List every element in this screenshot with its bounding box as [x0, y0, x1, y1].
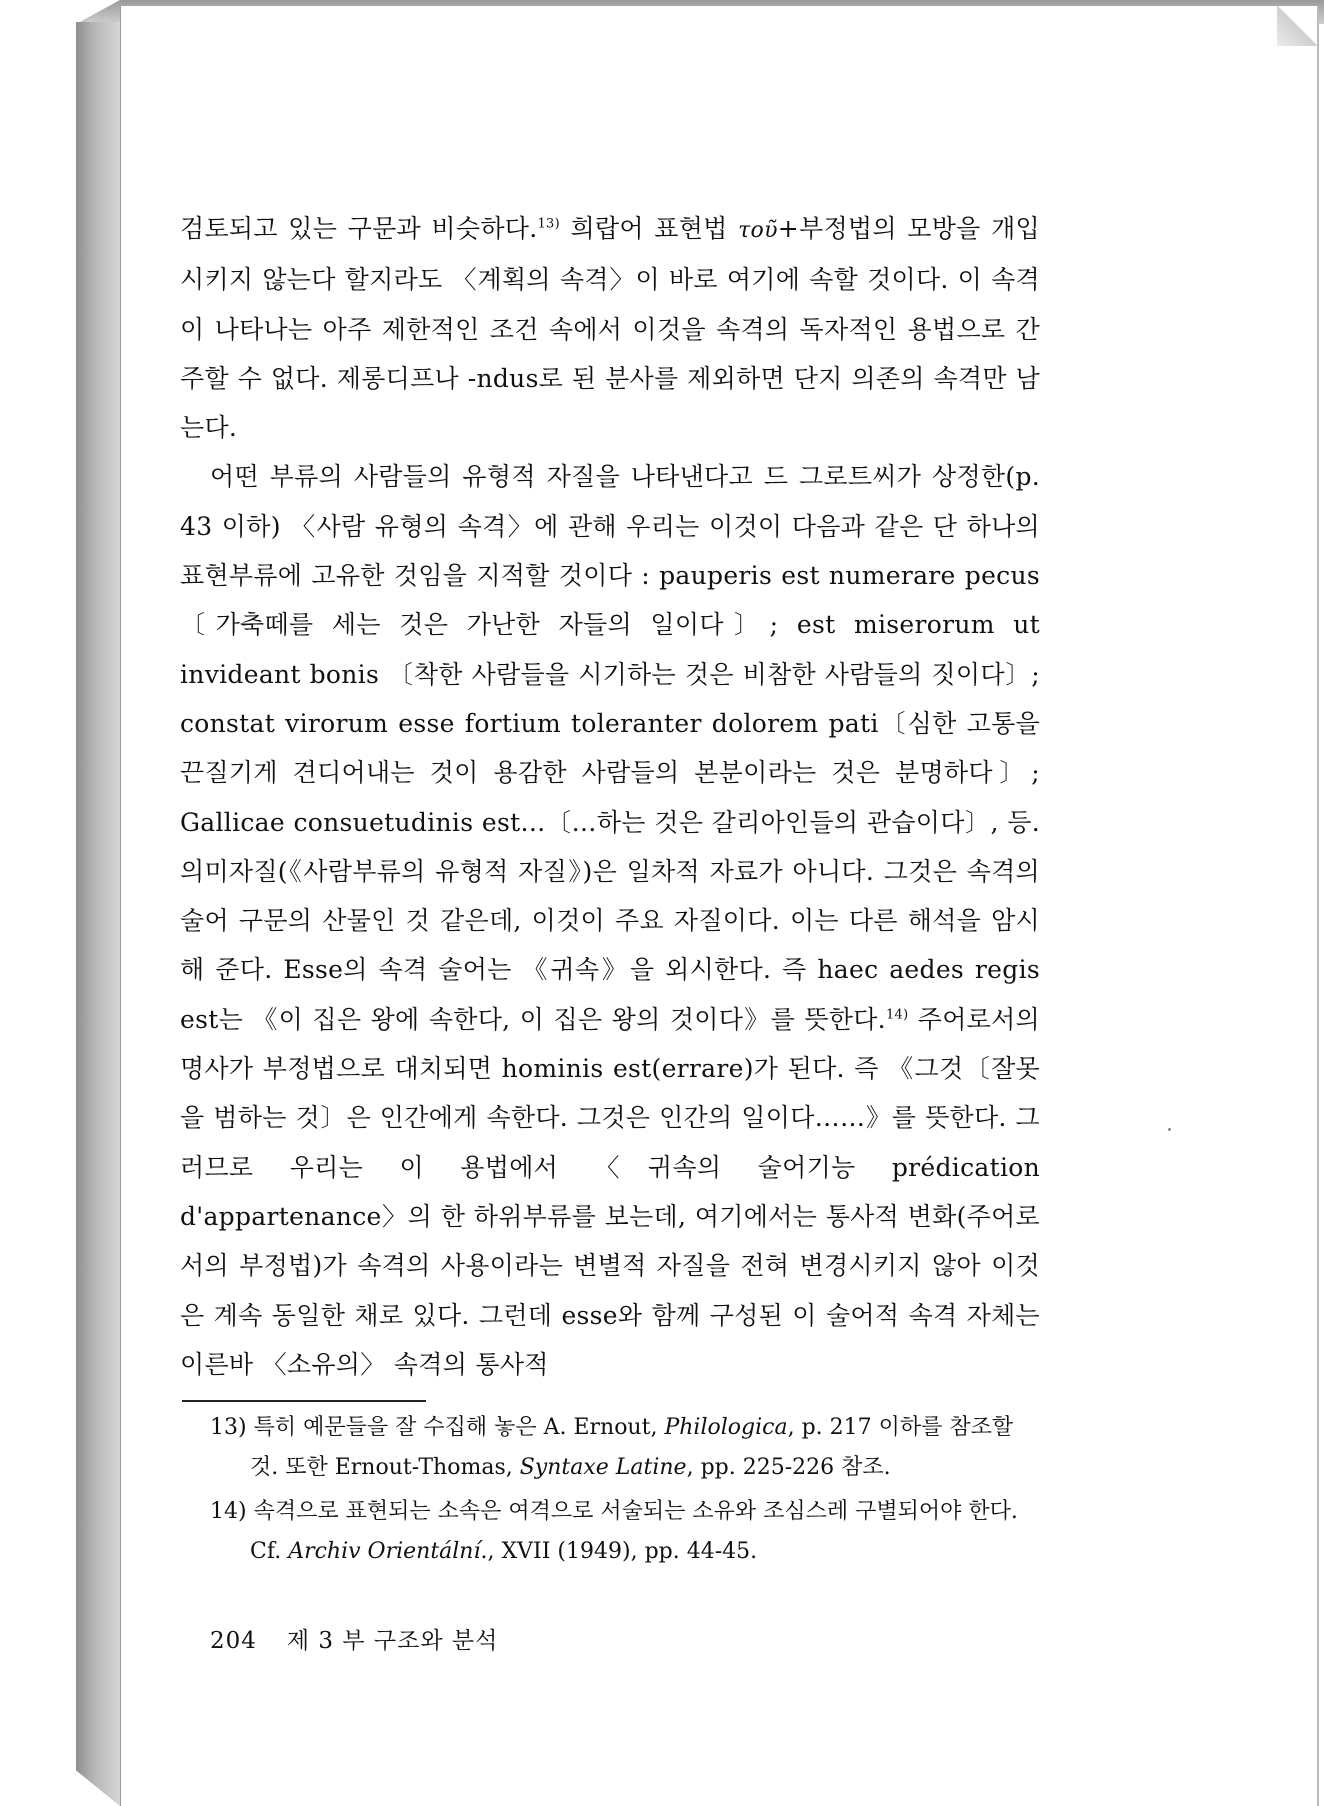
- book-spine-edge: [76, 22, 120, 1806]
- footnote-14: [210, 1492, 1038, 1572]
- footnote-13: [210, 1408, 1038, 1488]
- footnote-ref-13[interactable]: 13): [537, 216, 560, 232]
- footnote-13-title-2: Syntaxe Latine: [519, 1455, 687, 1480]
- p2-text-b: 주어로서의 명사가 부정법으로 대치되면 hominis est(errare)가 된다. 즉 《그것〔잘못을 범하는 것〕은 인간에게 속한다. 그것은 인간의 일이다……》를 뜻한다. 그러므로 우리는 이 용법에서 〈귀속의 술어기능 prédication d'appartenance〉의 한 하위부류를 보는데, 여기에서는 통사적 변화(주어로서의 부정법)가 속격의 사용이라는 변별적 자질을 전혀 변경시키지 않아 이것은 계속 동일한 채로 있다. 그런데 esse와 함께 구성된 이 술어적 속격 자체는 이른바 〈소유의〉 속격의 통사적: [180, 1004, 1040, 1379]
- footnote-ref-14[interactable]: 14): [885, 1007, 909, 1023]
- body-text: [180, 204, 1040, 1389]
- greek-word: τοῦ: [738, 218, 778, 243]
- running-footer: [210, 1622, 498, 1655]
- p1-text-b: 희랍어 표현법: [560, 214, 739, 243]
- footnote-divider: [182, 1400, 426, 1402]
- footnotes: [210, 1408, 1038, 1576]
- footnote-13-text-b: , p. 217 이하를 참조할 것. 또한 Ernout-Thomas,: [250, 1415, 1014, 1480]
- footnote-13-text-c: , pp. 225-226 참조.: [686, 1455, 891, 1480]
- footnote-14-text-a: 속격으로 표현되는 소속은 여격으로 서술되는 소유와 조심스레 구별되어야 한다. Cf.: [250, 1499, 1018, 1564]
- page-number: 204: [210, 1628, 257, 1654]
- p1-text-a: 검토되고 있는 구문과 비슷하다.: [180, 214, 538, 243]
- section-title: 제 3 부 구조와 분석: [286, 1628, 499, 1654]
- paragraph-2: [180, 452, 1040, 1389]
- paragraph-1: [180, 204, 1040, 452]
- footnote-14-text-b: , XVII (1949), pp. 44-45.: [487, 1539, 758, 1564]
- footnote-13-text-a: 특히 예문들을 잘 수집해 놓은 A. Ernout,: [253, 1415, 665, 1440]
- footnote-13-title-1: Philologica: [664, 1415, 788, 1440]
- footnote-13-number: 13): [210, 1415, 254, 1440]
- p1-text-c: +부정법의 모방을 개입시키지 않는다 할지라도 〈계획의 속격〉이 바로 여기에 속할 것이다. 이 속격이 나타나는 아주 제한적인 조건 속에서 이것을 속격의 독자적인 용법으로 간주할 수 없다. 제롱디프나 -ndus로 된 분사를 제외하면 단지 의존의 속격만 남는다.: [180, 214, 1040, 443]
- p2-text-a: 어떤 부류의 사람들의 유형적 자질을 나타낸다고 드 그로트씨가 상정한(p. 43 이하) 〈사람 유형의 속격〉에 관해 우리는 이것이 다음과 같은 단 하나의 표현부류에 고유한 것임을 지적할 것이다 : pauperis est numerare pecus 〔가축떼를 세는 것은 가난한 자들의 일이다〕; est miserorum ut invideant bonis 〔착한 사람들을 시기하는 것은 비참한 사람들의 짓이다〕; constat virorum esse fortium toleranter dolorem pati〔심한 고통을 끈질기게 견디어내는 것이 용감한 사람들의 본분이라는 것은 분명하다〕; Gallicae consuetudinis est…〔…하는 것은 갈리아인들의 관습이다〕, 등. 의미자질(《사람부류의 유형적 자질》)은 일차적 자료가 아니다. 그것은 속격의 술어 구문의 산물인 것 같은데, 이것이 주요 자질이다. 이는 다른 해석을 암시해 준다. Esse의 속격 술어는 《귀속》을 외시한다. 즉 haec aedes regis est는 《이 집은 왕에 속한다, 이 집은 왕의 것이다》를 뜻한다.: [180, 462, 1040, 1034]
- footnote-14-number: 14): [210, 1499, 254, 1524]
- footnote-14-title: Archiv Orientální.: [288, 1539, 488, 1564]
- scan-speck: [1168, 1128, 1171, 1131]
- page-corner: [1277, 6, 1317, 46]
